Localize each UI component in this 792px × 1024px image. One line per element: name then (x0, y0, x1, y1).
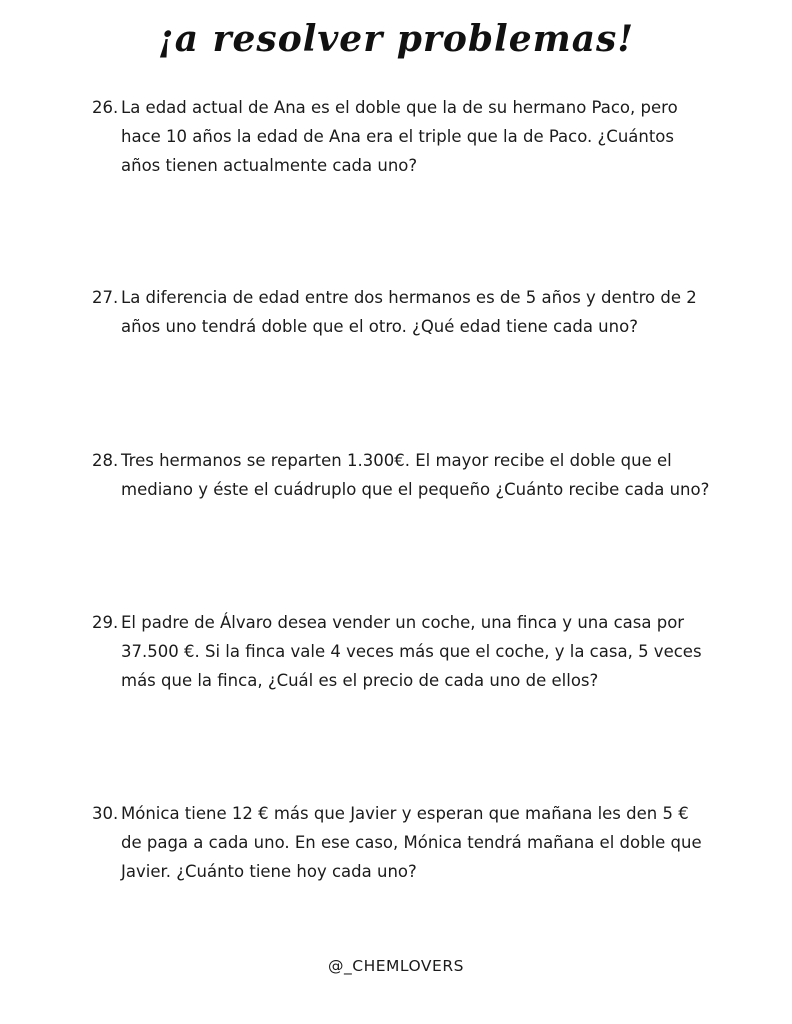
problem-text: Tres hermanos se reparten 1.300€. El mayor recibe el doble que el mediano y éste el cuádruplo que el pequeño ¿Cuánto recibe cada uno? (121, 451, 710, 499)
problem-text: Mónica tiene 12 € más que Javier y esperan que mañana les den 5 € de paga a cada uno. En ese caso, Mónica tendrá mañana el doble que Javier. ¿Cuánto tiene hoy cada uno? (121, 804, 702, 881)
problem-text: La diferencia de edad entre dos hermanos es de 5 años y dentro de 2 años uno tendrá doble que el otro. ¿Qué edad tiene cada uno? (121, 288, 697, 336)
problem-29 (92, 608, 712, 695)
page-title: ¡a resolver problemas! (157, 18, 635, 60)
problem-28 (92, 446, 712, 504)
problem-number: 28. (92, 451, 119, 470)
footer-handle: @_CHEMLOVERS (328, 957, 464, 975)
problem-text: La edad actual de Ana es el doble que la de su hermano Paco, pero hace 10 años la edad de Ana era el triple que la de Paco. ¿Cuántos años tienen actualmente cada uno? (121, 98, 678, 175)
problem-number: 30. (92, 804, 119, 823)
problem-number: 26. (92, 98, 119, 117)
problem-30 (92, 799, 712, 886)
problem-number: 29. (92, 613, 119, 632)
problem-number: 27. (92, 288, 119, 307)
problem-text: El padre de Álvaro desea vender un coche, una finca y una casa por 37.500 €. Si la finca vale 4 veces más que el coche, y la casa, 5 veces más que la finca, ¿Cuál es el precio de cada uno de ellos? (121, 613, 702, 690)
problem-27 (92, 283, 712, 341)
problem-26 (92, 93, 712, 180)
